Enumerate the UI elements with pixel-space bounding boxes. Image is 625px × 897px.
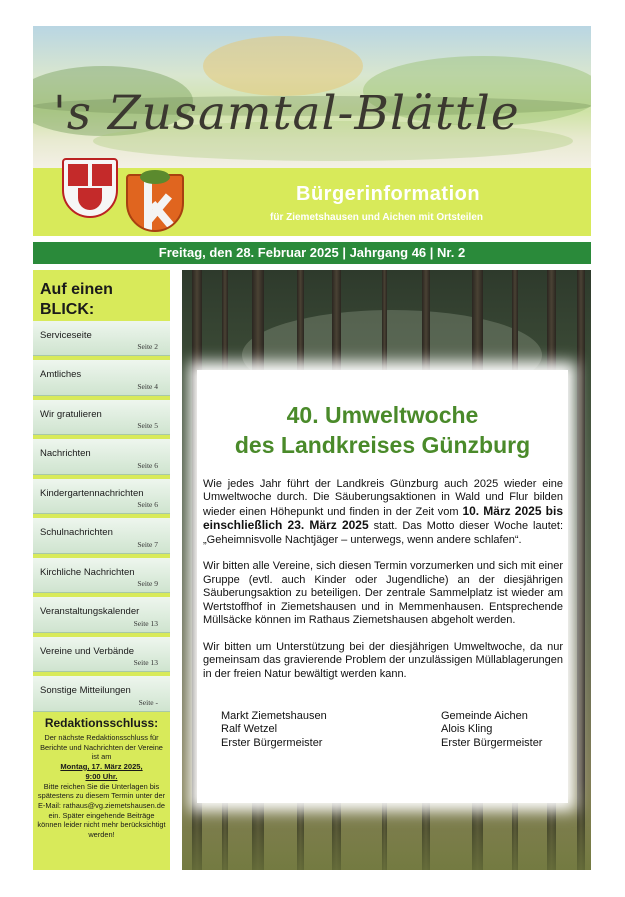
- issue-bar: Freitag, den 28. Februar 2025 | Jahrgang 46 | Nr. 2: [33, 242, 591, 264]
- toc-page: Seite 6: [137, 500, 158, 510]
- signature-role: Erster Bürgermeister: [221, 736, 323, 749]
- toc-item-kirche[interactable]: [33, 558, 170, 593]
- signature-role: Erster Bürgermeister: [441, 736, 543, 749]
- deadline-instructions: Bitte reichen Sie die Unterlagen bis spätestens zu diesem Termin unter der E-Mail: rathaus@vg.ziemetshausen.de ein. Später eingehende Beiträge können leider nicht mehr berücksichtigt werden!: [37, 781, 166, 839]
- toc-page: Seite 6: [137, 460, 158, 470]
- toc-page: Seite 13: [133, 618, 158, 628]
- toc-label: Sonstige Mitteilungen: [40, 685, 131, 697]
- toc-item-serviceseite[interactable]: [33, 321, 170, 356]
- toc-label: Schulnachrichten: [40, 527, 113, 539]
- signature-name: Ralf Wetzel: [221, 723, 278, 736]
- notice-box: [197, 370, 568, 803]
- toc-item-kindergarten[interactable]: [33, 479, 170, 514]
- deadline-box: [33, 716, 170, 839]
- sidebar: [33, 270, 170, 870]
- notice-paragraph-1: [203, 478, 563, 547]
- toc-item-schule[interactable]: [33, 518, 170, 553]
- coat-of-arms-ziemetshausen-icon: [62, 158, 118, 218]
- sidebar-heading-line: BLICK:: [40, 301, 95, 318]
- notice-paragraph-3: Wir bitten um Unterstützung bei der diesjährigen Umweltwoche, da nur gemeinsam das gravierende Problem der unzulässigen Müllablagerungen in der freien Natur bewältigt werden kann.: [203, 640, 563, 680]
- toc-label: Amtliches: [40, 369, 82, 381]
- signature-left: [221, 710, 327, 750]
- toc-page: Seite 4: [137, 381, 158, 391]
- toc-item-amtliches[interactable]: [33, 360, 170, 395]
- deadline-time: 9:00 Uhr.: [85, 771, 118, 781]
- toc-page: Seite 5: [137, 421, 158, 431]
- signature-org: Gemeinde Aichen: [441, 710, 528, 722]
- signature-org: Markt Ziemetshausen: [221, 710, 327, 722]
- table-of-contents: [33, 321, 170, 716]
- signature-right: [441, 710, 542, 750]
- sidebar-heading: [40, 280, 113, 320]
- toc-label: Vereine und Verbände: [40, 645, 135, 657]
- toc-page: Seite 2: [137, 342, 158, 352]
- toc-item-veranstaltungen[interactable]: [33, 597, 170, 632]
- newspaper-title: 's Zusamtal-Blättle: [53, 86, 520, 141]
- notice-title: [197, 400, 568, 460]
- text: Wie jedes Jahr führt der Landkreis Günzburg auch 2025 wieder eine Umweltwoche durch. Die Säuberungsaktionen in Wald und Flur bilden wieder einen Höhepunkt und finden in der Zeit vom: [203, 478, 563, 518]
- notice-body: [203, 478, 563, 694]
- toc-label: Wir gratulieren: [40, 408, 102, 420]
- masthead-banner: [33, 26, 591, 168]
- toc-label: Serviceseite: [40, 330, 92, 341]
- text: statt. Das Motto dieser Woche lautet: „Geheimnisvolle Nachtjäger – unterwegs, wenn andere schlafen“.: [203, 520, 564, 546]
- notice-paragraph-2: Wir bitten alle Vereine, sich diesen Termin vorzumerken und sich mit einer Gruppe (evtl. auch Kinder oder Jugendliche) an der diesjährigen Säuberungsaktion zu beteiligen. Der zentrale Sammelplatz ist wieder am Wertstoffhof in Ziemetshausen und in Memmenhausen. Entsprechende Müllsäcke können im Rathaus Ziemetshausen abgeholt werden.: [203, 560, 563, 627]
- deadline-text: Der nächste Redaktionsschluss für Berichte und Nachrichten der Vereine ist am: [40, 733, 163, 762]
- subtitle: Bürgerinformation: [296, 183, 481, 205]
- deadline-date: Montag, 17. März 2025,: [60, 761, 143, 771]
- toc-item-nachrichten[interactable]: [33, 439, 170, 474]
- tagline: für Ziemetshausen und Aichen mit Ortsteilen: [270, 212, 483, 223]
- notice-title-line: des Landkreises Günzburg: [234, 432, 531, 458]
- signature-name: Alois Kling: [441, 723, 493, 736]
- toc-label: Kindergartennachrichten: [40, 487, 144, 499]
- toc-label: Nachrichten: [40, 448, 91, 460]
- toc-label: Veranstaltungskalender: [40, 606, 140, 618]
- toc-item-vereine[interactable]: [33, 637, 170, 672]
- toc-item-sonstiges[interactable]: [33, 676, 170, 711]
- sidebar-heading-line: Auf einen: [40, 281, 113, 298]
- deadline-title: Redaktionsschluss:: [44, 716, 159, 730]
- toc-page: Seite 9: [137, 579, 158, 589]
- notice-title-line: 40. Umweltwoche: [286, 402, 479, 428]
- toc-page: Seite 7: [137, 539, 158, 549]
- date-range: 10. März 2025 bis einschließlich 23. März 2025: [203, 503, 563, 533]
- toc-item-gratulieren[interactable]: [33, 400, 170, 435]
- toc-page: Seite 13: [133, 658, 158, 668]
- oak-leaf-icon: [140, 170, 170, 184]
- toc-page: Seite -: [138, 697, 158, 707]
- toc-label: Kirchliche Nachrichten: [40, 566, 135, 578]
